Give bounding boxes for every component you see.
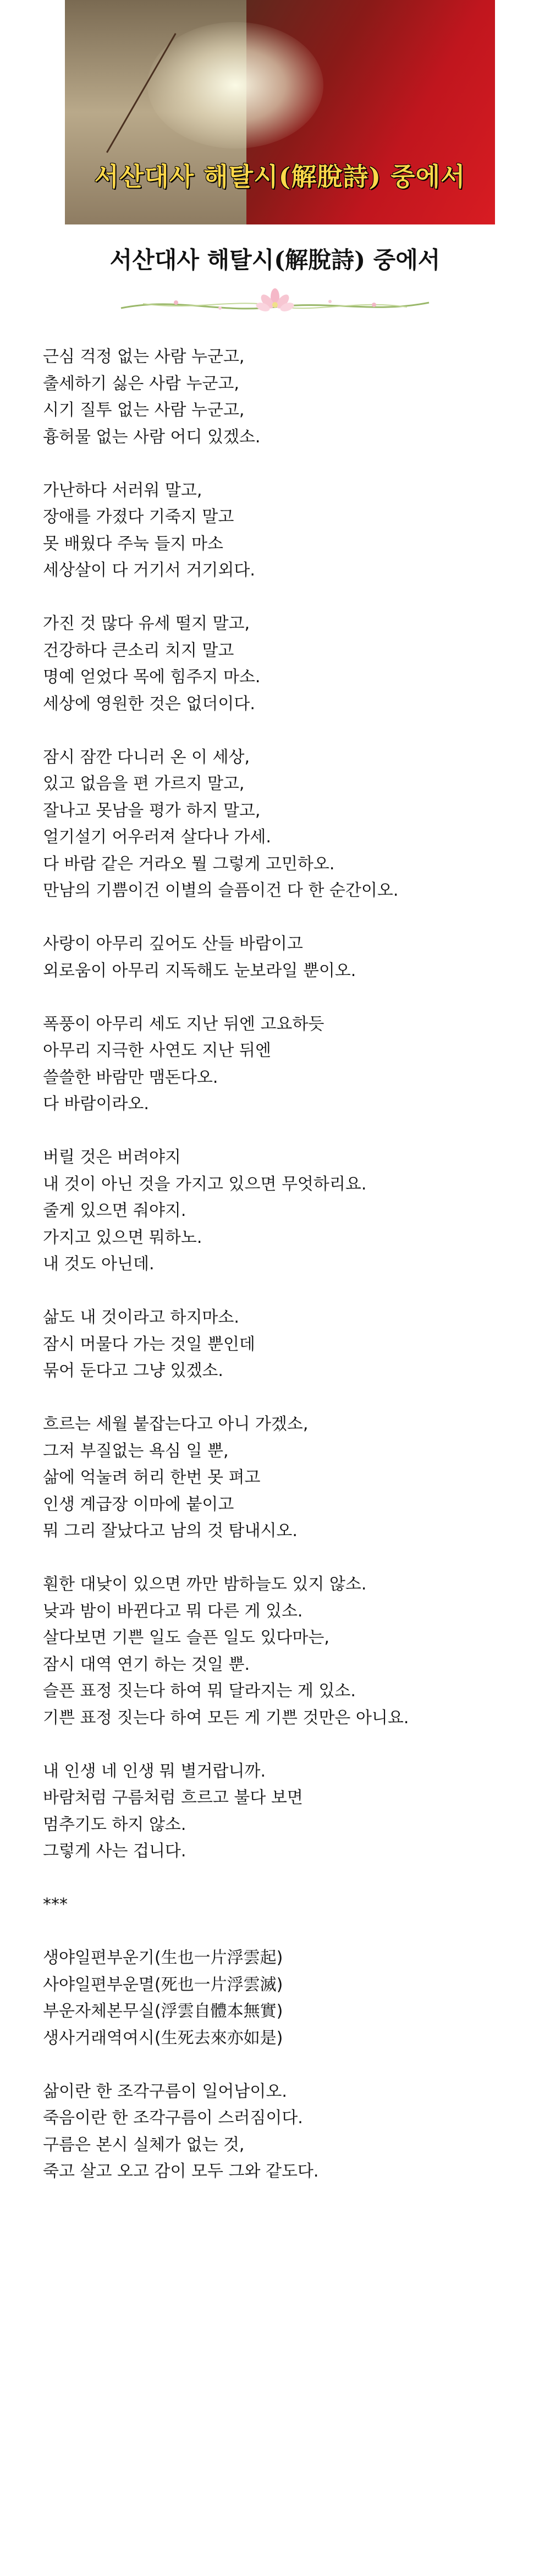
poem-line: 생야일편부운기(生也一片浮雲起) <box>43 1948 283 1967</box>
poem-line: 그저 부질없는 욕심 일 뿐, <box>43 1441 229 1461</box>
poem-line: 사랑이 아무리 깊어도 산들 바람이고 <box>43 934 303 953</box>
poem-line: 시기 질투 없는 사람 누군고, <box>43 401 245 420</box>
poem-line: 폭풍이 아무리 세도 지난 뒤엔 고요하듯 <box>43 1014 324 1034</box>
poem-line: 근심 걱정 없는 사람 누군고, <box>43 347 245 366</box>
poem-line: 줄게 있으면 줘야지. <box>43 1201 186 1220</box>
poem-line: 만남의 기쁨이건 이별의 슬픔이건 다 한 순간이오. <box>43 881 399 900</box>
poem-line: 있고 없음을 편 가르지 말고, <box>43 774 245 793</box>
poem-stanza <box>43 1305 538 1385</box>
poem-line: 건강하다 큰소리 치지 말고 <box>43 640 234 660</box>
poem-line: 부운자체본무실(浮雲自體本無實) <box>43 2002 283 2021</box>
page-title: 서산대사 해탈시(解脫詩) 중에서 <box>109 246 441 273</box>
poem-line: 쓸쓸한 바람만 맴돈다오. <box>43 1067 218 1087</box>
poem-stanza <box>43 1758 538 1865</box>
poem-line: 버릴 것은 버려야지 <box>43 1148 181 1167</box>
poem-line: 외로움이 아무리 지독해도 눈보라일 뿐이오. <box>43 961 356 980</box>
poem-line: 삶이란 한 조각구름이 일어남이오. <box>43 2081 287 2101</box>
poem-stanza <box>43 1144 538 1278</box>
poem-line: 다 바람이라오. <box>43 1094 149 1114</box>
poem-line: 내 것이 아닌 것을 가지고 있으면 무엇하리요. <box>43 1174 367 1194</box>
poem-line: 아무리 지극한 사연도 지난 뒤엔 <box>43 1041 271 1060</box>
poem-line: 인생 계급장 이마에 붙이고 <box>43 1494 234 1514</box>
poem-stanza <box>43 1892 538 1919</box>
poem-line: 바람처럼 구름처럼 흐르고 불다 보면 <box>43 1788 303 1807</box>
poem-stanza <box>43 931 538 984</box>
poem-line: 내 것도 아닌데. <box>43 1254 155 1274</box>
poem-line: 생사거래역여시(生死去來亦如是) <box>43 2028 283 2048</box>
poem-line: 그렇게 사는 겁니다. <box>43 1841 186 1861</box>
poem-line: 낮과 밤이 바뀐다고 뭐 다른 게 있소. <box>43 1601 303 1621</box>
poem-line: 기쁜 표정 짓는다 하여 모든 게 기쁜 것만은 아니요. <box>43 1708 409 1728</box>
poem-line: 장애를 가졌다 기죽지 말고 <box>43 507 234 527</box>
poem-body <box>43 344 538 2212</box>
poem-line: 삶도 내 것이라고 하지마소. <box>43 1308 239 1327</box>
poem-line: 구름은 본시 실체가 없는 것, <box>43 2135 245 2155</box>
poem-line: 흐르는 세월 붙잡는다고 아니 가겠소, <box>43 1415 309 1434</box>
poem-line: 가지고 있으면 뭐하노. <box>43 1227 202 1247</box>
poem-stanza <box>43 611 538 717</box>
poem-stanza <box>43 1411 538 1545</box>
poem-line: *** <box>43 1895 68 1914</box>
poem-line: 세상살이 다 거기서 거기외다. <box>43 561 255 580</box>
poem-line: 가난하다 서러워 말고, <box>43 480 202 500</box>
poem-line: 슬픈 표정 짓는다 하여 뭐 달라지는 게 있소. <box>43 1681 356 1701</box>
poem-line: 얼기설기 어우러져 살다나 가세. <box>43 827 271 847</box>
poem-line: 흉허물 없는 사람 어디 있겠소. <box>43 427 261 447</box>
poem-line: 사야일편부운멸(死也一片浮雲滅) <box>43 1975 283 1994</box>
poem-line: 명예 얻었다 목에 힘주지 마소. <box>43 667 261 687</box>
poem-line: 멈추기도 하지 않소. <box>43 1815 186 1834</box>
poem-line: 가진 것 많다 유세 떨지 말고, <box>43 614 250 633</box>
poem-line: 살다보면 기쁜 일도 슬픈 일도 있다마는, <box>43 1628 329 1647</box>
poem-stanza <box>43 344 538 451</box>
poem-line: 잠시 잠깐 다니러 온 이 세상, <box>43 747 250 767</box>
poem-line: 못 배웠다 주눅 들지 마소 <box>43 534 223 553</box>
poem-line: 세상에 영원한 것은 없더이다. <box>43 694 255 714</box>
poem-line: 묶어 둔다고 그냥 있겠소. <box>43 1361 223 1380</box>
poem-line: 잠시 머물다 가는 것일 뿐인데 <box>43 1334 255 1354</box>
poem-stanza <box>43 1011 538 1118</box>
poem-line: 훤한 대낮이 있으면 까만 밤하늘도 있지 않소. <box>43 1575 367 1594</box>
poem-line: 삶에 억눌려 허리 한번 못 펴고 <box>43 1468 261 1487</box>
poem-line: 다 바람 같은 거라오 뭘 그렇게 고민하오. <box>43 854 335 874</box>
header-banner-image <box>65 0 495 224</box>
poem-line: 뭐 그리 잘났다고 남의 것 탐내시오. <box>43 1521 298 1541</box>
poem-line: 내 인생 네 인생 뭐 별거랍니까. <box>43 1761 266 1781</box>
poem-stanza <box>43 2079 538 2185</box>
poem-stanza <box>43 1945 538 2052</box>
poem-line: 잘나고 못남을 평가 하지 말고, <box>43 801 261 820</box>
poem-stanza <box>43 1571 538 1731</box>
poem-stanza <box>43 744 538 905</box>
flower-divider <box>110 286 440 319</box>
poem-line: 죽고 살고 오고 감이 모두 그와 같도다. <box>43 2162 319 2181</box>
poem-stanza <box>43 478 538 584</box>
banner-flower-glow <box>147 22 323 149</box>
banner-title: 서산대사 해탈시(解脫詩) 중에서 <box>94 162 466 191</box>
poem-line: 죽음이란 한 조각구름이 스러짐이다. <box>43 2108 303 2128</box>
poem-line: 출세하기 싫은 사람 누군고, <box>43 374 239 393</box>
poem-line: 잠시 대역 연기 하는 것일 뿐. <box>43 1654 250 1674</box>
